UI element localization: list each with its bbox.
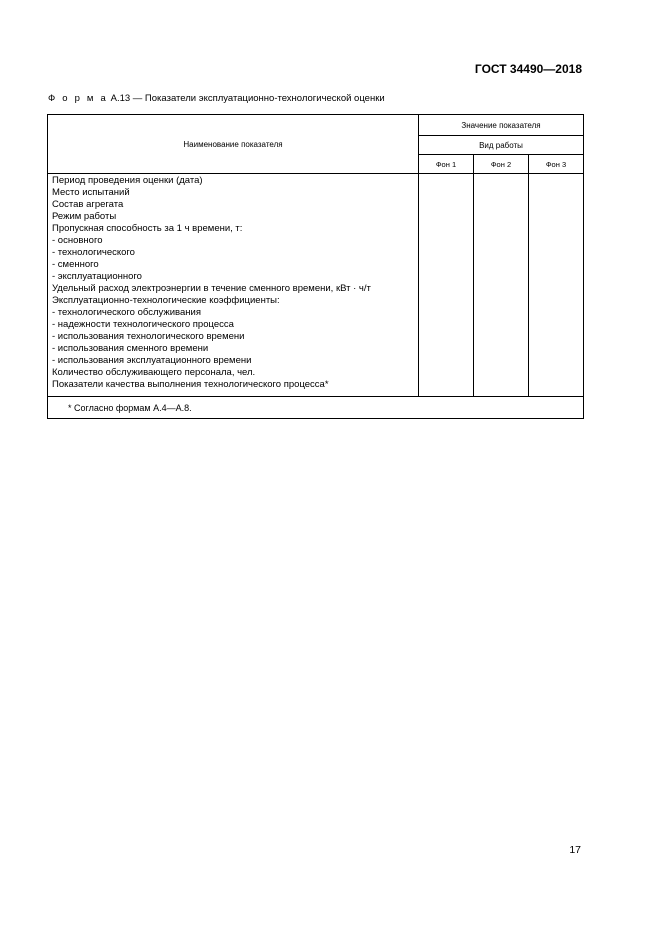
value-cell-fon-1 xyxy=(419,174,474,397)
indicator-row: - эксплуатационного xyxy=(52,271,142,282)
column-header-fon-3: Фон 3 xyxy=(529,155,584,174)
table-footnote: * Согласно формам А.4—А.8. xyxy=(48,397,584,419)
value-cell-fon-2 xyxy=(474,174,529,397)
indicator-row: - технологического обслуживания xyxy=(52,307,201,318)
indicator-row: Показатели качества выполнения технологического процесса* xyxy=(52,379,329,390)
indicator-row: - технологического xyxy=(52,247,135,258)
indicator-row: - сменного xyxy=(52,259,99,270)
value-column-header: Значение показателя xyxy=(419,115,584,136)
column-header-fon-1: Фон 1 xyxy=(419,155,474,174)
indicator-row: - использования эксплуатационного времени xyxy=(52,355,252,366)
indicator-row: - использования технологического времени xyxy=(52,331,245,342)
form-caption-prefix: Ф о р м а xyxy=(48,93,108,104)
indicator-row: Удельный расход электроэнергии в течение сменного времени, кВт · ч/т xyxy=(52,283,371,294)
indicator-list xyxy=(48,174,419,397)
indicator-row: Период проведения оценки (дата) xyxy=(52,175,203,186)
name-column-header: Наименование показателя xyxy=(48,115,419,174)
indicator-row: - надежности технологического процесса xyxy=(52,319,234,330)
indicator-row: Количество обслуживающего персонала, чел. xyxy=(52,367,256,378)
indicator-row: Состав агрегата xyxy=(52,199,124,210)
indicator-row: Эксплуатационно-технологические коэффициенты: xyxy=(52,295,280,306)
indicator-row: - использования сменного времени xyxy=(52,343,209,354)
form-caption-text: А.13 — Показатели эксплуатационно-технологической оценки xyxy=(107,93,385,104)
indicator-row: Режим работы xyxy=(52,211,117,222)
mode-column-header: Вид работы xyxy=(419,136,584,155)
form-caption xyxy=(48,93,385,104)
indicators-table xyxy=(47,114,584,419)
indicator-row: Пропускная способность за 1 ч времени, т: xyxy=(52,223,243,234)
indicator-row: - основного xyxy=(52,235,103,246)
value-cell-fon-3 xyxy=(529,174,584,397)
column-header-fon-2: Фон 2 xyxy=(474,155,529,174)
document-code: ГОСТ 34490—2018 xyxy=(474,62,582,76)
page-number: 17 xyxy=(569,844,581,856)
indicator-row: Место испытаний xyxy=(52,187,130,198)
